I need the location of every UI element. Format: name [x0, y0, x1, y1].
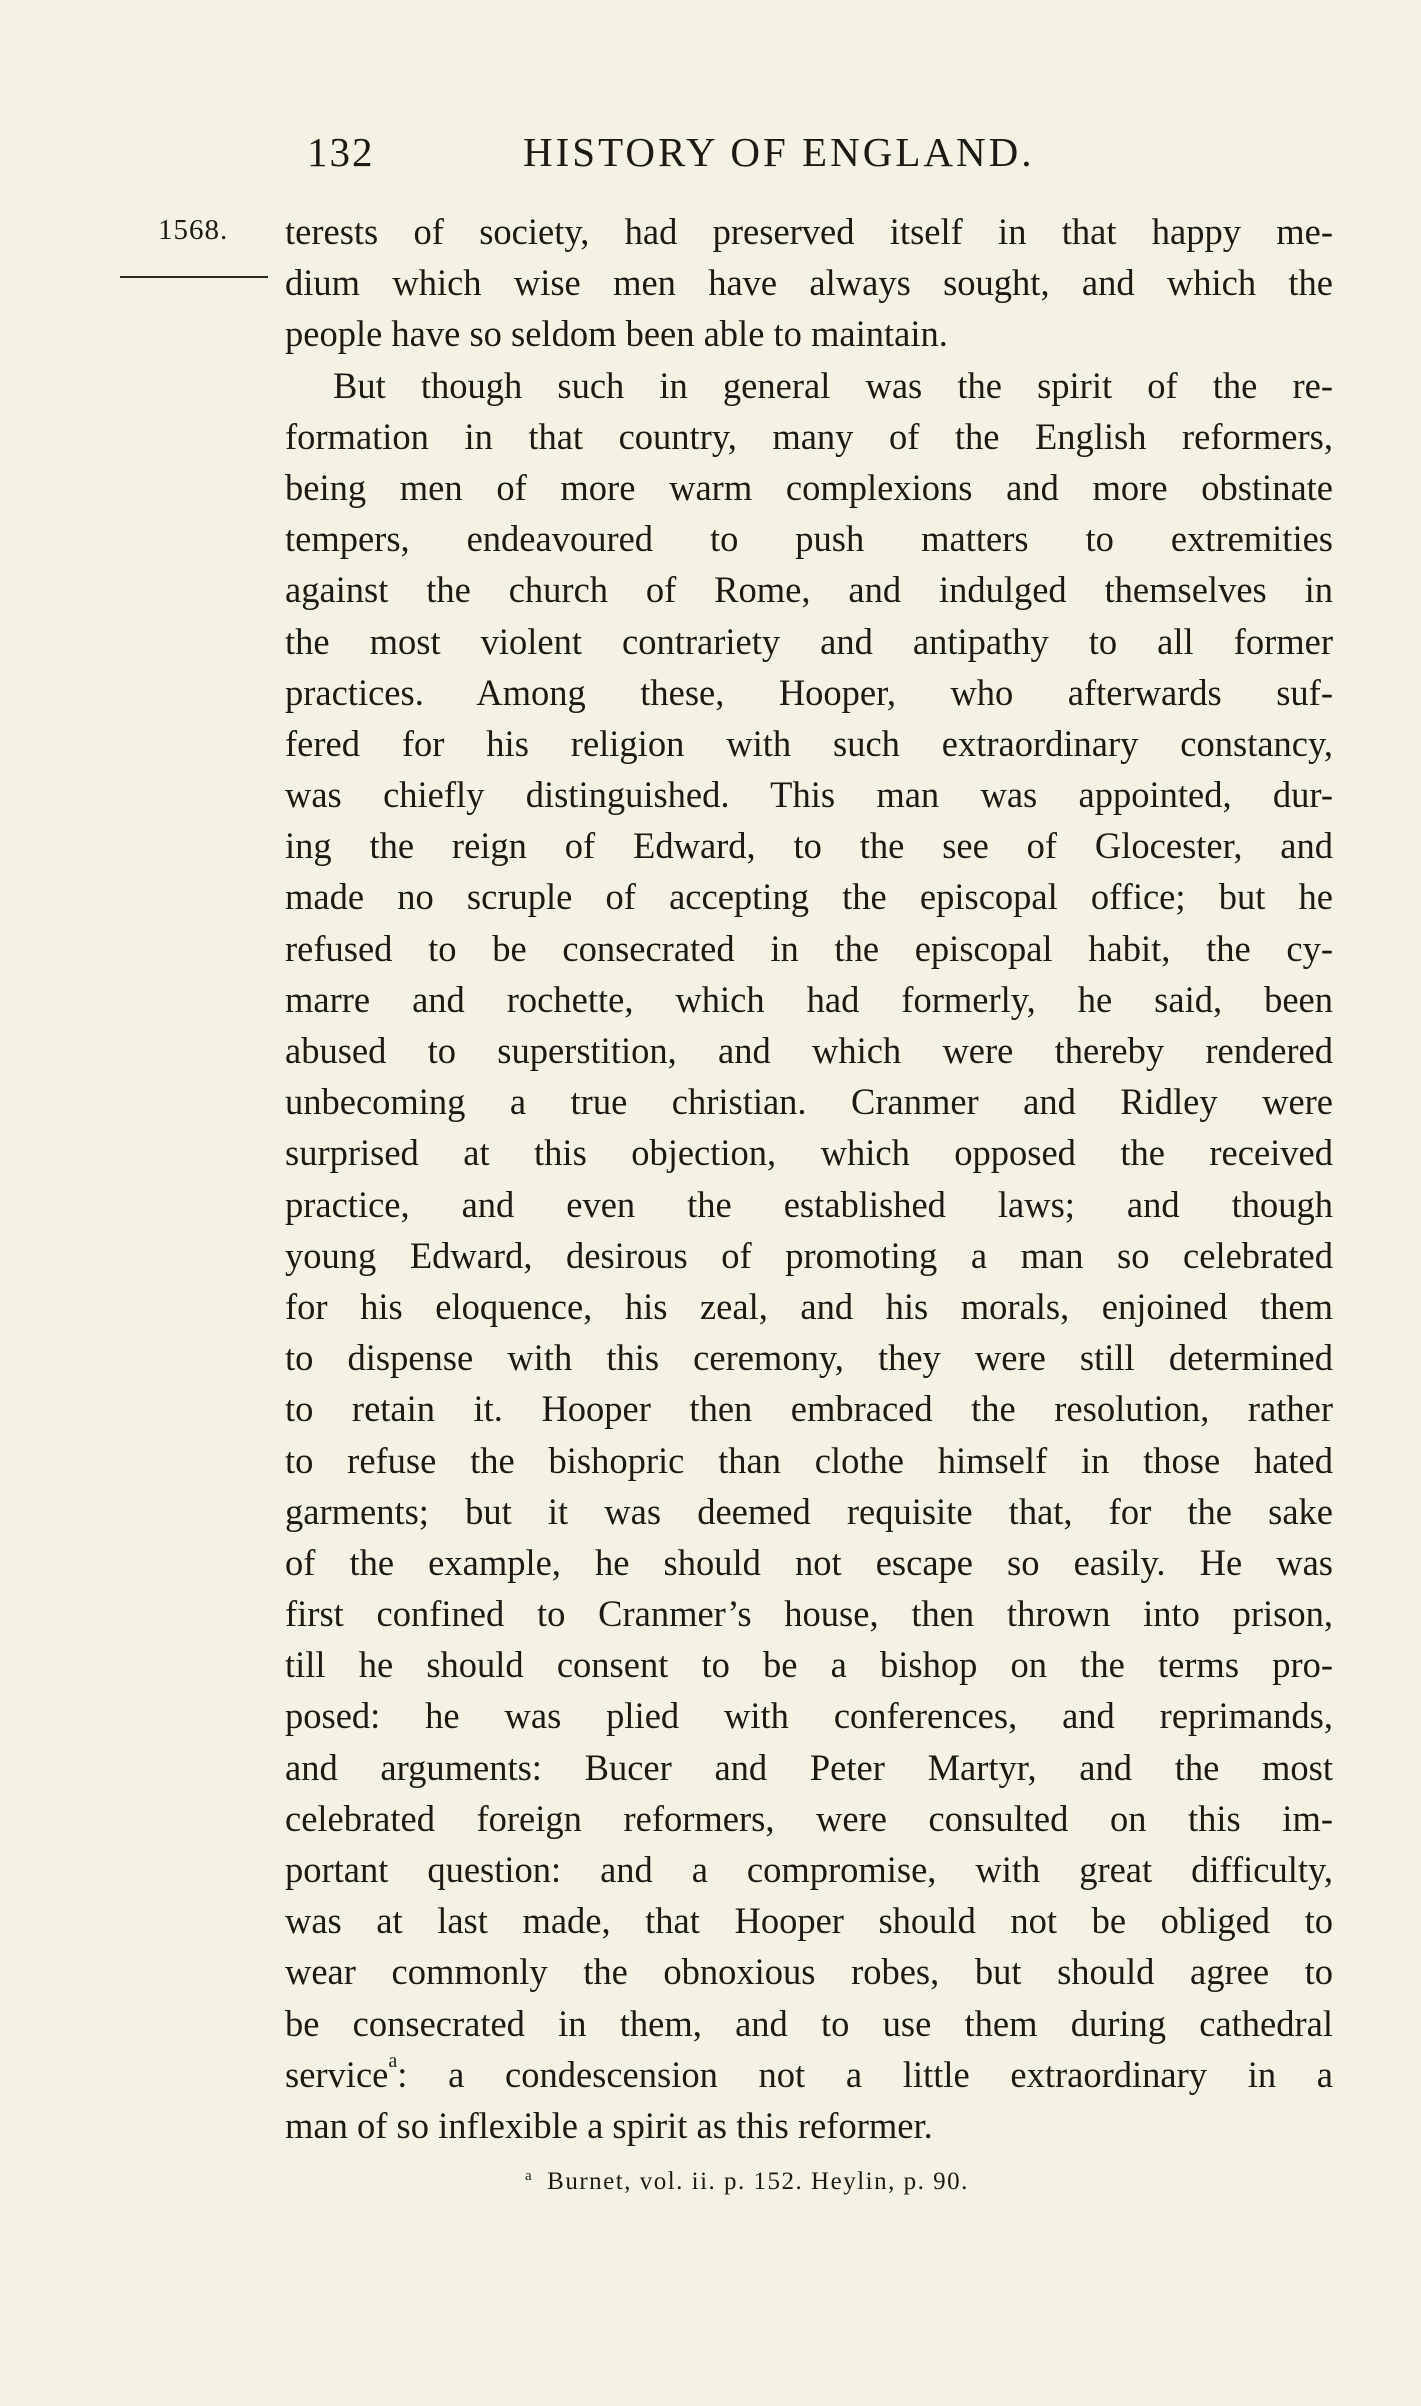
text-line: posed: he was plied with conferences, and reprimands,	[285, 1695, 1333, 1737]
text-line: first confined to Cranmer’s house, then thrown into prison,	[285, 1593, 1333, 1635]
text-line: surprised at this objection, which opposed the received	[285, 1132, 1333, 1174]
text-line: be consecrated in them, and to use them during cathedral	[285, 2002, 1333, 2044]
text-line: celebrated foreign reformers, were consulted on this im-	[285, 1797, 1333, 1839]
text-line: being men of more warm complexions and more obstinate	[285, 466, 1333, 508]
page-number: 132	[307, 129, 375, 175]
text-line: ing the reign of Edward, to the see of Glocester, and	[285, 825, 1333, 867]
running-title: HISTORY OF ENGLAND.	[523, 129, 1035, 175]
text-line: people have so seldom been able to maintain.	[285, 313, 948, 355]
text-line: wear commonly the obnoxious robes, but should agree to	[285, 1951, 1333, 1993]
text-line: to refuse the bishopric than clothe himself in those hated	[285, 1439, 1333, 1481]
text-line: marre and rochette, which had formerly, he said, been	[285, 978, 1333, 1020]
text-line: for his eloquence, his zeal, and his morals, enjoined them	[285, 1285, 1333, 1327]
text-line-with-footnote	[285, 2049, 1333, 2100]
text-line: formation in that country, many of the English reformers,	[285, 415, 1333, 457]
line-text: : a condescension not a little extraordinary in a	[397, 2053, 1333, 2095]
text-line: was at last made, that Hooper should not be obliged to	[285, 1900, 1333, 1942]
running-head	[285, 128, 1333, 188]
text-line: of the example, he should not escape so easily. He was	[285, 1541, 1333, 1583]
text-line: dium which wise men have always sought, and which the	[285, 262, 1333, 304]
text-line: young Edward, desirous of promoting a man so celebrated	[285, 1234, 1333, 1276]
text-line: tempers, endeavoured to push matters to extremities	[285, 518, 1333, 560]
margin-rule	[120, 276, 268, 278]
body-text	[285, 206, 1333, 2151]
text-line: man of so inflexible a spirit as this reformer.	[285, 2104, 933, 2146]
text-line: made no scruple of accepting the episcopal office; but he	[285, 876, 1333, 918]
footnote-mark: a	[525, 2168, 534, 2184]
text-line: unbecoming a true christian. Cranmer and Ridley were	[285, 1081, 1333, 1123]
text-line: practice, and even the established laws; and though	[285, 1183, 1333, 1225]
line-text: service	[285, 2053, 389, 2095]
text-line: terests of society, had preserved itself in that happy me-	[285, 211, 1333, 252]
text-line: till he should consent to be a bishop on the terms pro-	[285, 1644, 1333, 1686]
text-line: portant question: and a compromise, with great difficulty,	[285, 1849, 1333, 1890]
text-line: the most violent contrariety and antipathy to all former	[285, 620, 1333, 662]
text-line: against the church of Rome, and indulged themselves in	[285, 569, 1333, 611]
text-line: to retain it. Hooper then embraced the resolution, rather	[285, 1388, 1333, 1430]
footnote-reference[interactable]: a	[388, 2049, 398, 2072]
text-line: refused to be consecrated in the episcopal habit, the cy-	[285, 927, 1333, 969]
margin-year-note: 1568.	[158, 214, 229, 246]
text-line: and arguments: Bucer and Peter Martyr, and the most	[285, 1746, 1333, 1788]
text-line: abused to superstition, and which were thereby rendered	[285, 1030, 1333, 1071]
text-line: to dispense with this ceremony, they were still determined	[285, 1337, 1333, 1379]
text-line: practices. Among these, Hooper, who afterwards suf-	[285, 671, 1333, 713]
text-line: was chiefly distinguished. This man was appointed, dur-	[285, 774, 1333, 816]
text-line: fered for his religion with such extraordinary constancy,	[285, 722, 1333, 764]
footnote	[525, 2168, 969, 2196]
text-line: garments; but it was deemed requisite that, for the sake	[285, 1490, 1333, 1532]
footnote-text: Burnet, vol. ii. p. 152. Heylin, p. 90.	[547, 2168, 969, 2195]
text-line: But though such in general was the spirit of the re-	[333, 364, 1333, 406]
